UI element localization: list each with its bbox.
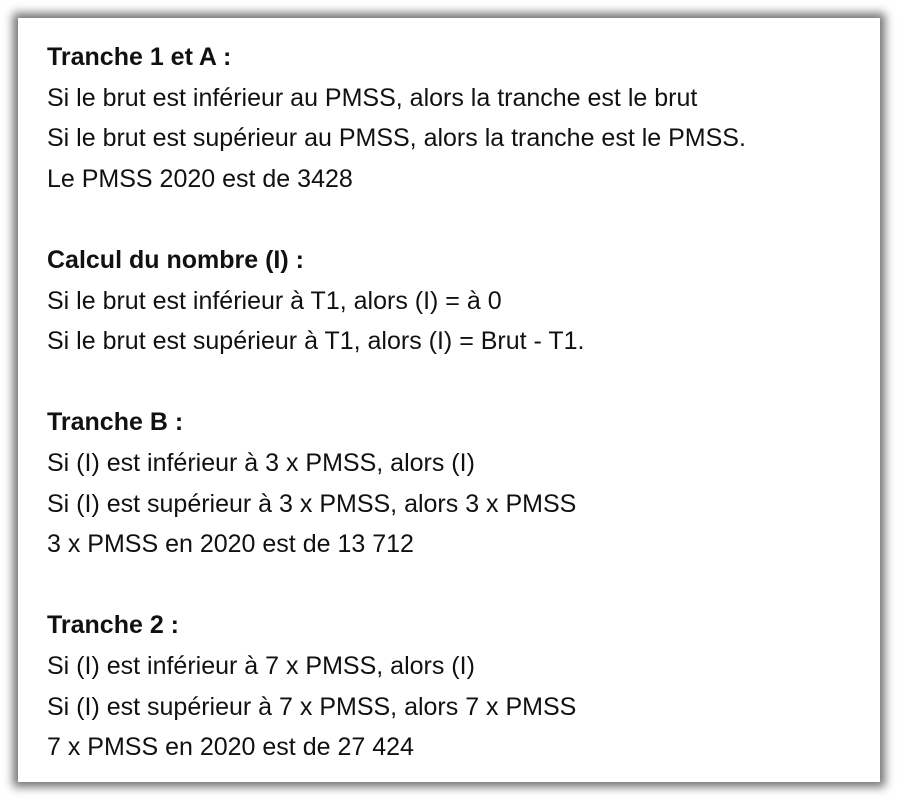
section-heading: Tranche 1 et A :	[47, 43, 232, 71]
section-line: Si (I) est supérieur à 7 x PMSS, alors 7 x PMSS	[47, 692, 577, 721]
section-line: Si (I) est supérieur à 3 x PMSS, alors 3 x PMSS	[47, 489, 577, 518]
section-tranche-b	[47, 402, 870, 564]
section-heading: Tranche 2 :	[47, 611, 179, 640]
section-line: 7 x PMSS en 2020 est de 27 424	[47, 733, 414, 762]
section-line: Si le brut est supérieur au PMSS, alors la tranche est le PMSS.	[47, 124, 746, 153]
section-heading: Tranche B :	[47, 408, 184, 437]
section-tranche-2	[47, 605, 870, 767]
section-calcul-nombre	[47, 240, 870, 362]
text-box	[18, 18, 880, 782]
section-tranche-1-a	[47, 37, 870, 199]
section-line: Le PMSS 2020 est de 3428	[47, 164, 353, 193]
section-line: Si (I) est inférieur à 3 x PMSS, alors (I)	[47, 448, 475, 477]
section-line: Si le brut est inférieur au PMSS, alors la tranche est le brut	[47, 83, 698, 112]
section-line: Si le brut est supérieur à T1, alors (I) = Brut - T1.	[47, 327, 585, 356]
section-heading: Calcul du nombre (I) :	[47, 245, 304, 274]
section-line: Si le brut est inférieur à T1, alors (I) = à 0	[47, 286, 502, 315]
section-line: 3 x PMSS en 2020 est de 13 712	[47, 530, 414, 559]
section-line: Si (I) est inférieur à 7 x PMSS, alors (I)	[47, 651, 475, 680]
text-content	[47, 37, 870, 768]
